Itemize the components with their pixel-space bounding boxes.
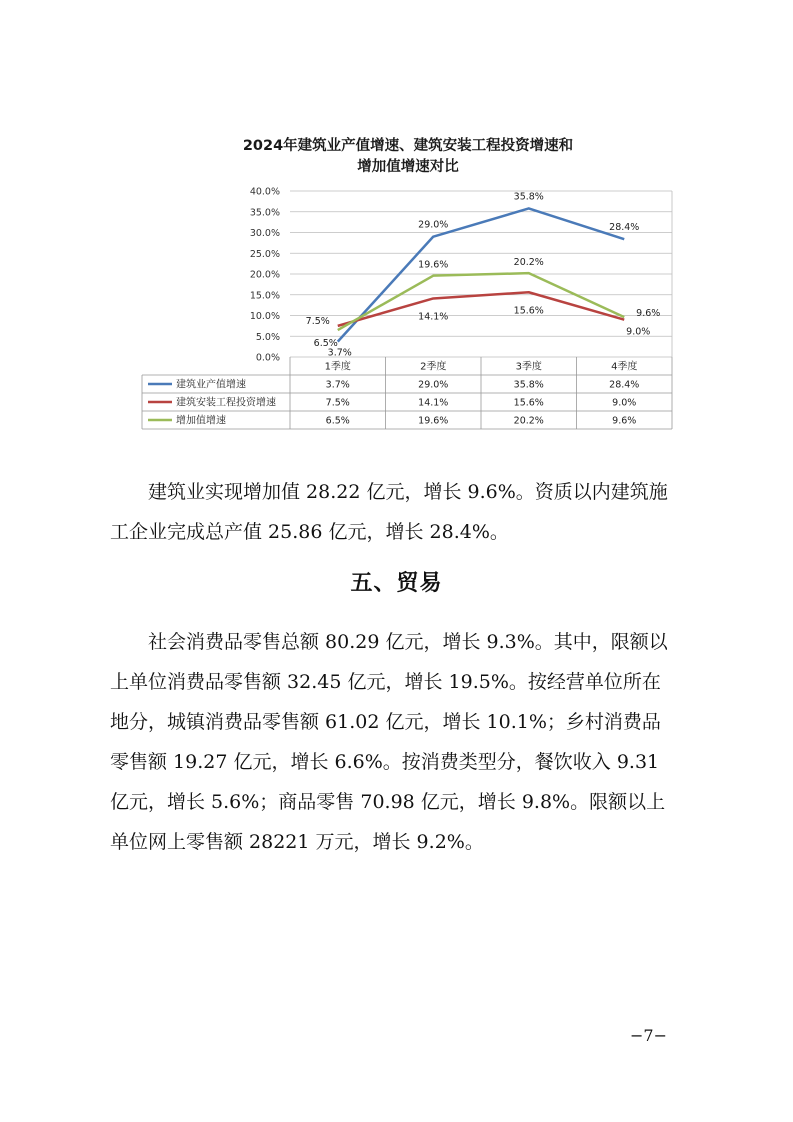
category-label: 1季度 bbox=[324, 361, 351, 373]
category-label: 3季度 bbox=[515, 361, 542, 373]
table-cell-value: 35.8% bbox=[513, 379, 544, 391]
y-tick-label: 10.0% bbox=[249, 311, 280, 322]
section-heading: 五、贸易 bbox=[350, 571, 443, 596]
series-line bbox=[338, 273, 625, 330]
data-label: 3.7% bbox=[327, 347, 352, 359]
data-label: 29.0% bbox=[418, 219, 449, 231]
y-tick-label: 25.0% bbox=[249, 248, 280, 260]
table-cell-value: 14.1% bbox=[418, 397, 449, 409]
y-tick-label: 0.0% bbox=[255, 352, 280, 364]
chart-title-line-1: 2024年建筑业产值增速、建筑安装工程投资增速和 bbox=[242, 138, 574, 154]
y-tick-label: 35.0% bbox=[249, 207, 280, 219]
page-number: −7− bbox=[630, 1026, 667, 1045]
data-label: 28.4% bbox=[609, 222, 640, 234]
paragraph-line: 单位网上零售额 28221 万元，增长 9.2%。 bbox=[110, 831, 484, 853]
category-label: 2季度 bbox=[420, 361, 447, 373]
paragraph-line: 社会消费品零售总额 80.29 亿元，增长 9.3%。其中，限额以 bbox=[148, 631, 668, 653]
data-label: 7.5% bbox=[305, 315, 330, 327]
legend-label: 增加值增速 bbox=[176, 415, 226, 427]
data-label: 20.2% bbox=[513, 257, 544, 269]
y-tick-label: 20.0% bbox=[249, 269, 280, 281]
data-label: 9.6% bbox=[636, 308, 661, 320]
data-label: 35.8% bbox=[513, 191, 544, 203]
table-cell-value: 19.6% bbox=[418, 415, 449, 427]
data-label: 9.0% bbox=[626, 326, 651, 338]
data-label: 6.5% bbox=[313, 338, 338, 350]
paragraph-line: 建筑业实现增加值 28.22 亿元，增长 9.6%。资质以内建筑施 bbox=[148, 481, 668, 503]
table-cell-value: 15.6% bbox=[513, 397, 544, 409]
chart-title-line-2: 增加值增速对比 bbox=[357, 159, 459, 175]
legend-label: 建筑业产值增速 bbox=[176, 379, 246, 391]
table-cell-value: 28.4% bbox=[609, 379, 640, 391]
paragraph-line: 工企业完成总产值 25.86 亿元，增长 28.4%。 bbox=[110, 521, 509, 543]
data-label: 15.6% bbox=[513, 305, 544, 317]
table-cell-value: 7.5% bbox=[325, 397, 350, 409]
paragraph-line: 零售额 19.27 亿元，增长 6.6%。按消费类型分，餐饮收入 9.31 bbox=[110, 751, 660, 773]
table-cell-value: 20.2% bbox=[513, 415, 544, 427]
data-label: 19.6% bbox=[418, 259, 449, 271]
paragraph-line: 亿元，增长 5.6%；商品零售 70.98 亿元，增长 9.8%。限额以上 bbox=[110, 791, 666, 813]
data-label: 14.1% bbox=[418, 311, 449, 323]
y-tick-label: 30.0% bbox=[249, 228, 280, 239]
paragraph-construction bbox=[110, 472, 690, 552]
category-label: 4季度 bbox=[611, 361, 638, 373]
table-cell-value: 9.0% bbox=[612, 397, 637, 409]
y-tick-label: 40.0% bbox=[249, 186, 280, 198]
paragraph-line: 上单位消费品零售额 32.45 亿元，增长 19.5%。按经营单位所在 bbox=[110, 671, 661, 693]
paragraph-line: 地分，城镇消费品零售额 61.02 亿元，增长 10.1%；乡村消费品 bbox=[110, 711, 661, 733]
table-cell-value: 6.5% bbox=[325, 415, 350, 427]
paragraph-trade bbox=[110, 622, 690, 862]
y-tick-label: 15.0% bbox=[249, 290, 280, 302]
line-chart bbox=[134, 128, 682, 438]
table-cell-value: 9.6% bbox=[612, 415, 637, 427]
y-tick-label: 5.0% bbox=[255, 331, 280, 343]
table-cell-value: 3.7% bbox=[325, 379, 350, 391]
chart-container bbox=[134, 128, 682, 438]
table-cell-value: 29.0% bbox=[418, 379, 449, 391]
legend-label: 建筑安装工程投资增速 bbox=[176, 397, 276, 409]
